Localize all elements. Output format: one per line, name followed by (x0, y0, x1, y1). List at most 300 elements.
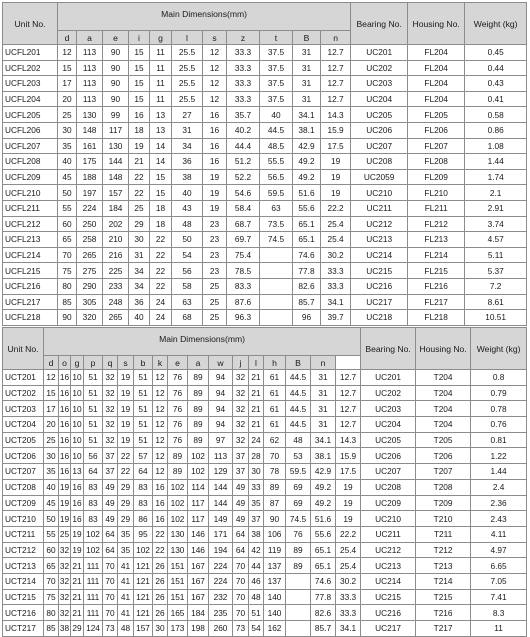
table-cell: 35 (118, 542, 134, 558)
table-cell: 15 (129, 76, 150, 92)
table-cell: 85 (58, 294, 77, 310)
table-cell: 0.86 (465, 122, 527, 138)
table-row (3, 45, 527, 61)
table-cell: 137 (264, 573, 286, 589)
table-cell: 29 (118, 511, 134, 527)
table-cell: 12.7 (336, 370, 361, 386)
table-cell: 102 (84, 542, 103, 558)
table-cell: 113 (77, 91, 103, 107)
table-cell: 13 (150, 122, 172, 138)
table-cell: 64 (84, 464, 103, 480)
table-cell: T217 (416, 621, 471, 637)
table-cell: 151 (168, 573, 188, 589)
table-cell: 12.7 (321, 91, 351, 107)
table-cell: 38 (249, 526, 264, 542)
table-cell: 40 (260, 107, 293, 123)
table-cell: T204 (416, 370, 471, 386)
table-cell: 65 (44, 558, 59, 574)
table-cell: 26 (153, 605, 168, 621)
table-cell: 16 (71, 495, 84, 511)
table-cell: 0.76 (471, 417, 527, 433)
table-cell: 320 (77, 310, 103, 326)
table-cell: 19 (203, 185, 227, 201)
table-cell: 76 (168, 432, 188, 448)
dimension-column-header: n (311, 356, 336, 370)
table-cell: 65.1 (311, 558, 336, 574)
table-cell: 50 (44, 511, 59, 527)
table-cell: 54 (249, 621, 264, 637)
table-cell: 23 (203, 263, 227, 279)
table-cell: 167 (188, 558, 209, 574)
table-cell: 102 (188, 448, 209, 464)
table-cell: UC217 (351, 294, 408, 310)
table-cell: 30.2 (336, 573, 361, 589)
table-cell: 55 (44, 526, 59, 542)
table-cell: T210 (416, 511, 471, 527)
table-cell: UCT210 (3, 511, 44, 527)
table-cell: 21 (249, 385, 264, 401)
table-cell: UC212 (351, 216, 408, 232)
table-cell: 69 (286, 479, 311, 495)
table-cell: 140 (264, 589, 286, 605)
dimension-column-header: l (172, 31, 203, 45)
table-cell: 12 (203, 45, 227, 61)
table-cell: 19 (336, 479, 361, 495)
table-cell: UCFL208 (3, 154, 58, 170)
table-cell: 40.2 (227, 122, 260, 138)
table-row (3, 432, 527, 448)
table-cell: 63 (260, 200, 293, 216)
table-cell: 12.7 (321, 76, 351, 92)
table-cell: 2.43 (471, 511, 527, 527)
table-cell: 194 (209, 542, 233, 558)
table-cell: 35 (58, 138, 77, 154)
table-cell: 15 (150, 169, 172, 185)
table-cell: 10 (71, 448, 84, 464)
table-cell: UC215 (361, 589, 416, 605)
table-cell: 25 (203, 278, 227, 294)
table-cell: UCFL204 (3, 91, 58, 107)
table-cell: UCFL216 (3, 278, 58, 294)
table-cell: 31 (293, 91, 321, 107)
table-row (3, 60, 527, 76)
table-cell: 19 (321, 185, 351, 201)
table-cell: 113 (77, 76, 103, 92)
table-cell: 121 (134, 605, 153, 621)
table-cell: 15 (129, 45, 150, 61)
table-cell: 33.3 (336, 589, 361, 605)
table-cell: 17 (44, 401, 59, 417)
table-cell: 34.1 (321, 294, 351, 310)
table-cell: 102 (134, 542, 153, 558)
table-cell: 161 (77, 138, 103, 154)
table-cell: 34 (129, 263, 150, 279)
table-cell: 61 (264, 385, 286, 401)
table-cell: 16 (153, 495, 168, 511)
table-cell: UCFL218 (3, 310, 58, 326)
table-cell: 40 (129, 310, 150, 326)
table-cell: 14.3 (336, 432, 361, 448)
table-cell: T204 (416, 385, 471, 401)
table-cell: 58 (172, 278, 203, 294)
table-cell: 12 (203, 91, 227, 107)
table-cell: 30.2 (321, 247, 351, 263)
table-cell: 32 (59, 542, 71, 558)
table-cell (260, 294, 293, 310)
table-cell: 31 (293, 60, 321, 76)
table-cell: 157 (134, 621, 153, 637)
table-cell: 94 (209, 385, 233, 401)
table-cell: 82.6 (293, 278, 321, 294)
table-cell: 42 (249, 542, 264, 558)
table-cell: 1.44 (471, 464, 527, 480)
table-cell: 83 (84, 511, 103, 527)
table-cell: T206 (416, 448, 471, 464)
table-cell: 87.6 (227, 294, 260, 310)
table-cell: 24 (150, 310, 172, 326)
table-cell: 275 (77, 263, 103, 279)
table-row (3, 573, 527, 589)
table-cell: 248 (103, 294, 129, 310)
table-cell: 31 (129, 247, 150, 263)
table-cell: 12.7 (336, 401, 361, 417)
table-cell: T212 (416, 542, 471, 558)
table-cell: UCFL209 (3, 169, 58, 185)
table-cell: 55.6 (293, 200, 321, 216)
table-cell: UC211 (351, 200, 408, 216)
table-cell: 19 (118, 432, 134, 448)
table-cell: UC206 (361, 448, 416, 464)
table-cell (260, 310, 293, 326)
table-cell: 55 (58, 200, 77, 216)
table-cell: 64 (233, 542, 249, 558)
table-cell: 12 (44, 370, 59, 386)
table-cell: 6.65 (471, 558, 527, 574)
table-cell: FL204 (408, 60, 465, 76)
table-cell: T215 (416, 589, 471, 605)
table-cell: 151 (168, 558, 188, 574)
table-cell: 49.2 (293, 169, 321, 185)
table-cell: 49.2 (311, 495, 336, 511)
table-cell: 38.1 (293, 122, 321, 138)
table-cell (286, 605, 311, 621)
table-cell: 15 (150, 185, 172, 201)
table-cell: 33.3 (321, 278, 351, 294)
table-cell: 10 (71, 370, 84, 386)
table-cell: 74.5 (260, 232, 293, 248)
dimension-column-header: d (58, 31, 77, 45)
table-cell: 32 (59, 573, 71, 589)
table-cell: 34 (172, 138, 203, 154)
table-cell: 224 (209, 558, 233, 574)
table-cell: 16 (153, 479, 168, 495)
table-cell: 0.8 (471, 370, 527, 386)
table-cell: 49.2 (311, 479, 336, 495)
table-row (3, 154, 527, 170)
table-cell: 7.05 (471, 573, 527, 589)
table-cell: 2.91 (465, 200, 527, 216)
table-cell: UCFL211 (3, 200, 58, 216)
table-cell: UC213 (361, 558, 416, 574)
table-cell: 90 (103, 60, 129, 76)
table-cell: 17.5 (321, 138, 351, 154)
table-cell: 102 (84, 526, 103, 542)
table-cell: 16 (203, 154, 227, 170)
table-cell: 60 (58, 216, 77, 232)
table-cell: 16 (153, 511, 168, 527)
table-cell: 38.1 (311, 448, 336, 464)
table-cell: 12 (153, 464, 168, 480)
table-cell: 65.1 (311, 542, 336, 558)
table-cell: UC201 (361, 370, 416, 386)
table-cell: 15 (44, 385, 59, 401)
table-cell: 41 (118, 605, 134, 621)
table-cell: 12 (153, 417, 168, 433)
table-cell: FL217 (408, 294, 465, 310)
table-cell: 25.5 (172, 60, 203, 76)
table-cell: 22 (118, 448, 134, 464)
table-cell: 34.1 (293, 107, 321, 123)
table-cell: 76 (168, 370, 188, 386)
table-cell: UC205 (351, 107, 408, 123)
table-cell: 8.3 (471, 605, 527, 621)
table-row (3, 247, 527, 263)
table-cell: 50 (58, 185, 77, 201)
table-cell: 33.3 (321, 263, 351, 279)
table-cell: 51.6 (311, 511, 336, 527)
table-cell: 2.36 (471, 495, 527, 511)
table-cell: 42.9 (311, 464, 336, 480)
table-cell: 17 (58, 76, 77, 92)
table-cell: T211 (416, 526, 471, 542)
table-cell: FL211 (408, 200, 465, 216)
table-cell: 64 (233, 526, 249, 542)
table-cell: 73.5 (260, 216, 293, 232)
table-row (3, 542, 527, 558)
table-row (3, 138, 527, 154)
table-cell: 173 (168, 621, 188, 637)
table-cell: UCT204 (3, 417, 44, 433)
table-cell (286, 621, 311, 637)
table-cell: 49 (103, 479, 118, 495)
table-cell: UCT207 (3, 464, 44, 480)
table-cell: 95 (134, 526, 153, 542)
table-cell: 25 (59, 526, 71, 542)
table-cell: 94 (209, 417, 233, 433)
table-cell: 16 (129, 107, 150, 123)
table-cell: 83 (134, 495, 153, 511)
table-cell: 76 (168, 417, 188, 433)
table-row (3, 107, 527, 123)
table-cell: 32 (233, 401, 249, 417)
table-cell: 23 (203, 232, 227, 248)
table-cell: 19 (118, 417, 134, 433)
table-cell: 0.78 (471, 401, 527, 417)
table-cell: 16 (59, 370, 71, 386)
table-cell: 36 (172, 154, 203, 170)
table-cell: 2.4 (471, 479, 527, 495)
table-cell: 29 (129, 216, 150, 232)
table-cell: 3.74 (465, 216, 527, 232)
table-cell: 25 (129, 200, 150, 216)
table-cell: 129 (209, 464, 233, 480)
table-cell: 74.6 (293, 247, 321, 263)
table-cell: 32 (233, 432, 249, 448)
table-cell: UCT201 (3, 370, 44, 386)
table-cell: 198 (188, 621, 209, 637)
table-cell: 83 (134, 479, 153, 495)
table-cell: FL210 (408, 185, 465, 201)
table-cell: 48 (249, 589, 264, 605)
table-cell: 90 (58, 310, 77, 326)
table-cell: 53 (286, 448, 311, 464)
table-cell: 18 (129, 122, 150, 138)
table-cell: UCFL201 (3, 45, 58, 61)
table-cell (260, 263, 293, 279)
table-cell: 165 (168, 605, 188, 621)
table-cell: 83.3 (227, 278, 260, 294)
table-cell: FL216 (408, 278, 465, 294)
table-cell: 121 (134, 573, 153, 589)
table-cell: 51.6 (293, 185, 321, 201)
table-cell: 25.4 (336, 558, 361, 574)
table-cell: 64 (103, 526, 118, 542)
table-cell: 28 (249, 448, 264, 464)
table-cell: 51 (134, 432, 153, 448)
table-cell: 29 (118, 495, 134, 511)
table-cell: UCFL213 (3, 232, 58, 248)
table-cell: 233 (103, 278, 129, 294)
table-cell: UC204 (361, 417, 416, 433)
table-cell: 14 (150, 154, 172, 170)
table-cell: 61 (264, 417, 286, 433)
table-cell: 45 (58, 169, 77, 185)
table-cell: 184 (103, 200, 129, 216)
table-cell: 36 (129, 294, 150, 310)
table-cell: UC201 (351, 45, 408, 61)
ucfl-dimensions-table (2, 2, 527, 326)
table-cell: 22 (150, 278, 172, 294)
table-cell: UC210 (351, 185, 408, 201)
table-cell: UC217 (361, 621, 416, 637)
table-cell: 21 (249, 370, 264, 386)
table-row (3, 169, 527, 185)
table-cell: 148 (103, 169, 129, 185)
table-cell: 41 (118, 558, 134, 574)
table-cell: 130 (103, 138, 129, 154)
table-cell: 1.74 (465, 169, 527, 185)
dimension-column-header: s (118, 356, 134, 370)
table-cell: 19 (118, 370, 134, 386)
table-cell: UC203 (351, 76, 408, 92)
weight-header: Weight (kg) (471, 328, 527, 370)
table-cell: 51 (249, 605, 264, 621)
table-cell: 20 (44, 417, 59, 433)
table-row (3, 464, 527, 480)
table-cell: 33.3 (227, 76, 260, 92)
table-cell: 49 (233, 495, 249, 511)
table-cell: 8.61 (465, 294, 527, 310)
table-row (3, 621, 527, 637)
table-cell: 11 (150, 76, 172, 92)
table-cell: 167 (188, 589, 209, 605)
table-cell: 12 (203, 60, 227, 76)
table-row (3, 263, 527, 279)
table-cell: 235 (209, 605, 233, 621)
table-row (3, 122, 527, 138)
table-cell: FL205 (408, 107, 465, 123)
dimension-column-header: B (293, 31, 321, 45)
table-row (3, 401, 527, 417)
table-cell: 13 (71, 464, 84, 480)
table-cell: T204 (416, 417, 471, 433)
table-cell: 33.3 (336, 605, 361, 621)
table-cell: 157 (103, 185, 129, 201)
table-cell: 37 (233, 448, 249, 464)
table-cell: 75 (58, 263, 77, 279)
table-cell: 11 (150, 45, 172, 61)
table-row (3, 278, 527, 294)
table-cell: 16 (71, 479, 84, 495)
table-cell: T216 (416, 605, 471, 621)
table-cell: UCFL212 (3, 216, 58, 232)
table-row (3, 558, 527, 574)
table-cell: 55.6 (311, 526, 336, 542)
table-cell: 1.44 (465, 154, 527, 170)
table-cell: 106 (264, 526, 286, 542)
table-cell: 202 (103, 216, 129, 232)
table-cell: 42.9 (293, 138, 321, 154)
table-cell: 16 (59, 448, 71, 464)
table-cell: 7.2 (465, 278, 527, 294)
table-cell: 16 (203, 122, 227, 138)
table-cell: 232 (209, 589, 233, 605)
table-row (3, 448, 527, 464)
main-dimensions-header: Main Dimensions(mm) (44, 328, 361, 356)
table-cell: 25.5 (172, 76, 203, 92)
table-cell: 15.9 (336, 448, 361, 464)
table-cell: UCT208 (3, 479, 44, 495)
table-cell: 31 (293, 76, 321, 92)
table-cell: 117 (188, 511, 209, 527)
table-cell: 25 (44, 432, 59, 448)
table-cell: 7.41 (471, 589, 527, 605)
table-cell: 89 (168, 464, 188, 480)
table-cell: 63 (172, 294, 203, 310)
table-cell: 37 (103, 464, 118, 480)
table-cell: 21 (129, 154, 150, 170)
table-row (3, 385, 527, 401)
table-cell: 111 (84, 605, 103, 621)
table-cell: 22 (118, 464, 134, 480)
table-cell: 19 (59, 495, 71, 511)
table-cell: 49 (233, 511, 249, 527)
table-cell: 32 (103, 370, 118, 386)
table-cell: 250 (77, 216, 103, 232)
table-cell: 21 (71, 589, 84, 605)
table-cell: 4.57 (465, 232, 527, 248)
table-cell: 21 (249, 417, 264, 433)
table-cell: T205 (416, 432, 471, 448)
table-cell: 25.4 (321, 232, 351, 248)
table-cell: UC218 (351, 310, 408, 326)
table-cell: 83 (84, 495, 103, 511)
table-cell: 26 (153, 573, 168, 589)
dimension-column-header: a (77, 31, 103, 45)
table-row (3, 479, 527, 495)
table-cell: 75.4 (227, 247, 260, 263)
table-cell: 35.7 (227, 107, 260, 123)
